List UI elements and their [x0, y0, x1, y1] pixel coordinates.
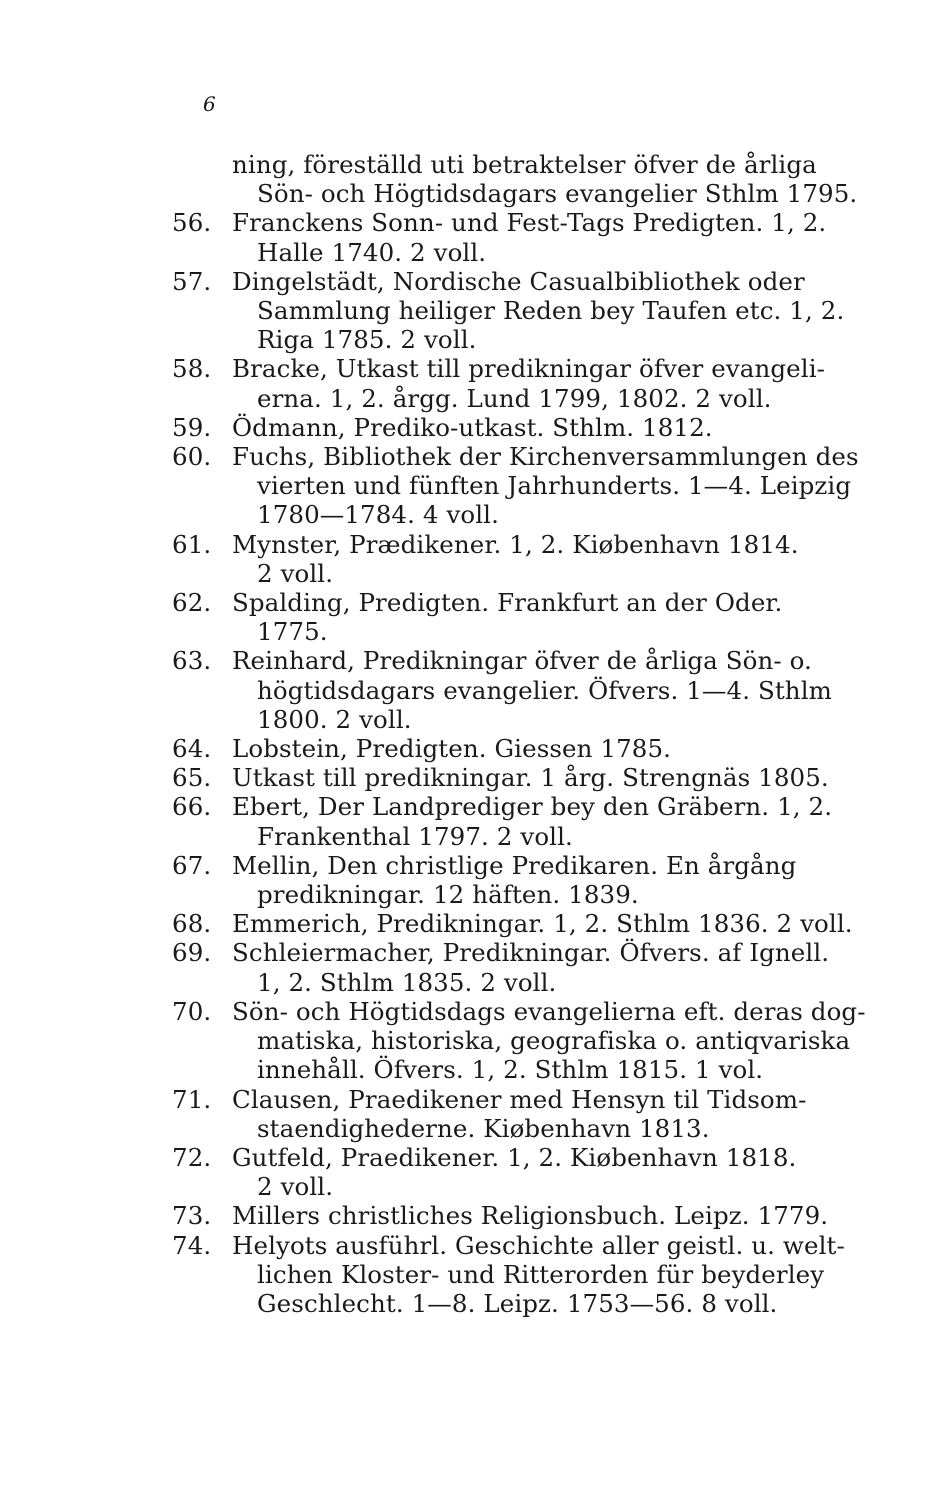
- bibliography-entry: [172, 1085, 862, 1143]
- entry-line: Schleiermacher, Predikningar. Öfvers. af Ignell.: [232, 938, 830, 968]
- entry-number: 68.: [172, 909, 212, 939]
- entry-number: 67.: [172, 850, 212, 880]
- page-number: 6: [203, 92, 216, 116]
- bibliography-entry: [172, 413, 862, 442]
- bibliography-entry: [172, 1231, 862, 1319]
- entry-line: vierten und fünften Jahrhunderts. 1—4. Leipzig: [257, 471, 852, 501]
- entry-line: Sön- och Högtidsdagars evangelier Sthlm 1795.: [257, 179, 858, 209]
- entry-line: lichen Kloster- und Ritterorden für beyderley: [257, 1259, 825, 1289]
- entry-line: 1800. 2 voll.: [257, 704, 412, 734]
- entry-line: Sammlung heiliger Reden bey Taufen etc. 1, 2.: [257, 296, 845, 326]
- bibliography-entry: [172, 851, 862, 909]
- entry-number: 65.: [172, 763, 212, 793]
- entry-line: högtidsdagars evangelier. Öfvers. 1—4. Sthlm: [257, 675, 832, 705]
- entry-number: 64.: [172, 734, 212, 764]
- bibliography-entry: [172, 267, 862, 355]
- entry-number: 57.: [172, 266, 212, 296]
- bibliography-entry: [172, 442, 862, 530]
- entry-number: 61.: [172, 529, 212, 559]
- entry-number: 58.: [172, 354, 212, 384]
- entry-line: Dingelstädt, Nordische Casualbibliothek oder: [232, 266, 805, 296]
- entry-number: 73.: [172, 1201, 212, 1231]
- bibliography-entry: [172, 734, 862, 763]
- bibliography-entry: [172, 1201, 862, 1230]
- entry-line: Franckens Sonn- und Fest-Tags Predigten. 1, 2.: [232, 208, 827, 238]
- bibliography-list: [172, 150, 866, 1318]
- bibliography-entry: [172, 208, 862, 266]
- entry-number: 59.: [172, 412, 212, 442]
- entry-number: 71.: [172, 1084, 212, 1114]
- entry-number: 56.: [172, 208, 212, 238]
- entry-line: Mynster, Prædikener. 1, 2. Kiøbenhavn 1814.: [232, 529, 799, 559]
- entry-number: 63.: [172, 646, 212, 676]
- entry-line: Spalding, Predigten. Frankfurt an der Oder.: [232, 588, 783, 618]
- entry-line: Bracke, Utkast till predikningar öfver evangeli-: [232, 354, 826, 384]
- entry-line: predikningar. 12 häften. 1839.: [257, 880, 639, 910]
- entry-number: 72.: [172, 1142, 212, 1172]
- entry-line: Utkast till predikningar. 1 årg. Strengnäs 1805.: [232, 763, 829, 793]
- entry-line: Gutfeld, Praedikener. 1, 2. Kiøbenhavn 1818.: [232, 1142, 797, 1172]
- entry-line: ning, föreställd uti betraktelser öfver de årliga: [232, 150, 817, 179]
- entry-line: Geschlecht. 1—8. Leipz. 1753—56. 8 voll.: [257, 1288, 778, 1318]
- entry-line: Emmerich, Predikningar. 1, 2. Sthlm 1836. 2 voll.: [232, 909, 853, 939]
- bibliography-entry: [172, 354, 862, 412]
- entry-line: Riga 1785. 2 voll.: [257, 325, 477, 355]
- entry-line: Ödmann, Prediko-utkast. Sthlm. 1812.: [232, 412, 713, 442]
- bibliography-entry: [172, 150, 862, 208]
- entry-line: Frankenthal 1797. 2 voll.: [257, 821, 573, 851]
- entry-line: Fuchs, Bibliothek der Kirchenversammlungen des: [232, 442, 859, 472]
- entry-line: Sön- och Högtidsdags evangelierna eft. deras dog-: [232, 996, 866, 1026]
- entry-number: 66.: [172, 792, 212, 822]
- entry-line: Helyots ausführl. Geschichte aller geistl. u. welt-: [232, 1230, 845, 1260]
- entry-line: innehåll. Öfvers. 1, 2. Sthlm 1815. 1 vol.: [257, 1055, 764, 1085]
- bibliography-entry: [172, 1143, 862, 1201]
- bibliography-entry: [172, 909, 862, 938]
- bibliography-entry: [172, 646, 862, 734]
- bibliography-entry: [172, 588, 862, 646]
- entry-line: staendighederne. Kiøbenhavn 1813.: [257, 1113, 710, 1143]
- entry-line: Mellin, Den christlige Predikaren. En årgång: [232, 850, 797, 880]
- bibliography-entry: [172, 996, 866, 1085]
- bibliography-entry: [172, 792, 862, 850]
- bibliography-entry: [172, 530, 862, 588]
- entry-line: Ebert, Der Landprediger bey den Gräbern. 1, 2.: [232, 792, 833, 822]
- entry-number: 74.: [172, 1230, 212, 1260]
- bibliography-entry: [172, 938, 862, 996]
- entry-line: matiska, historiska, geografiska o. antiqvariska: [257, 1026, 851, 1056]
- entry-line: 1780—1784. 4 voll.: [257, 500, 500, 530]
- entry-line: 1, 2. Sthlm 1835. 2 voll.: [257, 967, 557, 997]
- entry-line: 1775.: [257, 617, 328, 647]
- entry-line: 2 voll.: [257, 1172, 334, 1202]
- entry-line: Reinhard, Predikningar öfver de årliga Sön- o.: [232, 646, 812, 676]
- entry-number: 60.: [172, 442, 212, 472]
- entry-number: 69.: [172, 938, 212, 968]
- entry-number: 62.: [172, 588, 212, 618]
- entry-line: erna. 1, 2. årgg. Lund 1799, 1802. 2 voll.: [257, 383, 772, 413]
- entry-line: Halle 1740. 2 voll.: [257, 237, 487, 267]
- entry-line: Millers christliches Religionsbuch. Leipz. 1779.: [232, 1201, 829, 1231]
- entry-line: Clausen, Praedikener med Hensyn til Tidsom-: [232, 1084, 807, 1114]
- entry-line: 2 voll.: [257, 558, 334, 588]
- bibliography-entry: [172, 763, 862, 792]
- entry-line: Lobstein, Predigten. Giessen 1785.: [232, 734, 672, 764]
- entry-number: 70.: [172, 996, 212, 1026]
